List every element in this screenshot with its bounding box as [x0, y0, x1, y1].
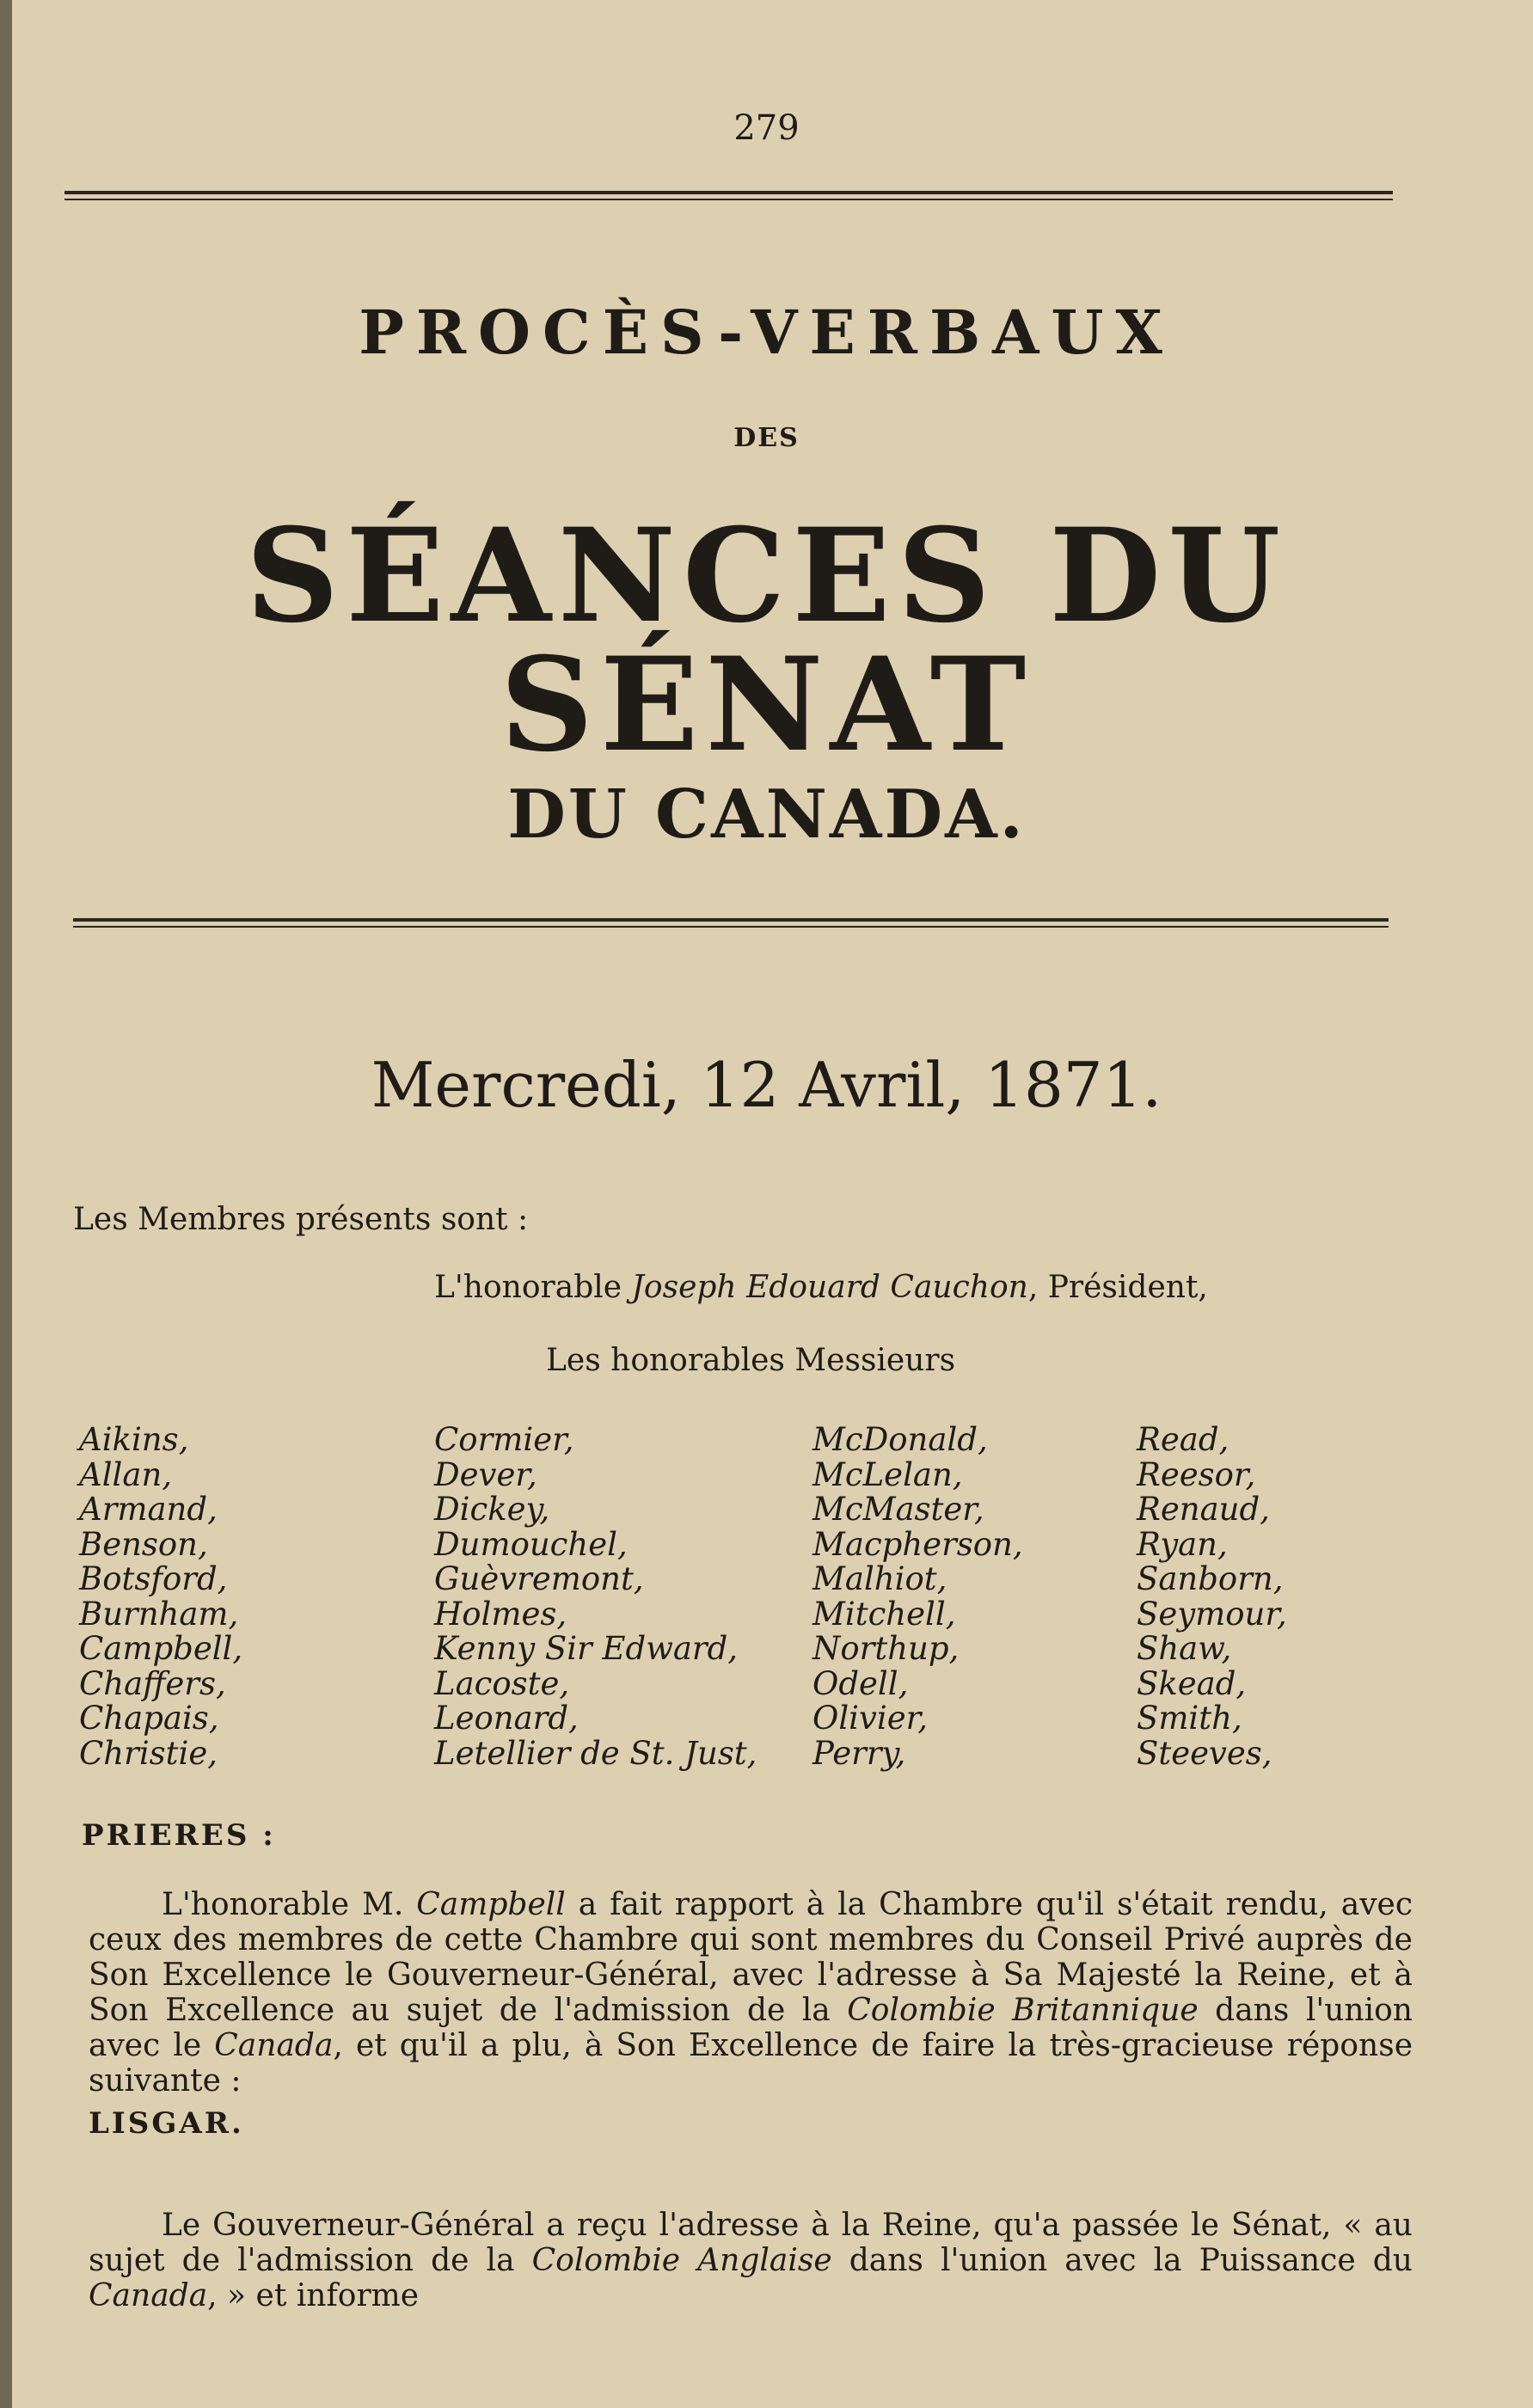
- para2-text-2: dans l'union avec la Puissance du: [831, 2243, 1413, 2278]
- senator-name: Burnham,: [79, 1595, 239, 1633]
- senator-name: Christie,: [79, 1734, 218, 1772]
- senator-name: Dever,: [434, 1455, 537, 1493]
- senator-name: Read,: [1137, 1421, 1229, 1458]
- senator-name: Dumouchel,: [434, 1525, 628, 1563]
- senator-name: Macpherson,: [812, 1525, 1023, 1563]
- senator-name: Ryan,: [1137, 1525, 1228, 1563]
- title-seances-du-senat: SÉANCES DU SÉNAT: [245, 500, 1288, 781]
- para1-text-1: L'honorable M.: [162, 1887, 417, 1922]
- senator-name: Benson,: [79, 1525, 208, 1563]
- lisgar-signature-label: LISGAR.: [89, 2106, 244, 2141]
- senator-name: Leonard,: [434, 1700, 579, 1737]
- senator-name: Seymour,: [1137, 1595, 1287, 1633]
- senator-name: Cormier,: [434, 1421, 574, 1458]
- president-line: [434, 1270, 1208, 1305]
- senator-name: Lacoste,: [434, 1664, 570, 1702]
- senator-name: Smith,: [1137, 1700, 1242, 1737]
- title-des: DES: [733, 423, 800, 453]
- top-double-rule: [64, 191, 1393, 201]
- senator-column-1: [79, 1423, 242, 1771]
- senator-column-3: [812, 1423, 1023, 1771]
- para2-text-1: Le Gouverneur-Général a reçu l'adresse à la Reine, qu'a passée le Sénat, « au sujet de l'admission de la: [89, 2208, 1413, 2278]
- senator-column-2: [434, 1423, 757, 1771]
- senator-name: Aikins,: [79, 1421, 189, 1458]
- senator-name: Odell,: [812, 1664, 909, 1702]
- para1-text-2: a fait rapport à la Chambre qu'il s'était rendu, avec ceux des membres de cette Chambre qui sont membres du Conseil Privé auprès de Son Excellence le Gouverneur-Général, avec l'adresse à Sa Majesté la Reine, et à Son Excellence au sujet de l'admission de la: [89, 1887, 1413, 2028]
- senator-name: Sanborn,: [1137, 1560, 1284, 1597]
- senator-name: Armand,: [79, 1491, 218, 1528]
- title-du-canada: DU CANADA.: [507, 775, 1026, 854]
- para1-italic-colombie: Colombie Britannique: [847, 1993, 1199, 2028]
- senator-name: Shaw,: [1137, 1630, 1232, 1667]
- senator-name: Renaud,: [1137, 1491, 1270, 1528]
- para2-italic-canada: Canada: [89, 2278, 208, 2313]
- senator-name: Malhiot,: [812, 1560, 947, 1597]
- president-suffix: , Président,: [1027, 1270, 1208, 1305]
- senator-name: Botsford,: [79, 1560, 228, 1597]
- senator-name: Kenny Sir Edward,: [434, 1630, 739, 1667]
- senator-name: Guèvremont,: [434, 1560, 644, 1597]
- title-proces-verbaux: PROCÈS-VERBAUX: [359, 297, 1174, 368]
- senator-name: Campbell,: [79, 1630, 243, 1667]
- senator-name: Holmes,: [434, 1595, 567, 1633]
- senator-name: Chapais,: [79, 1700, 219, 1737]
- senator-name: McMaster,: [812, 1491, 984, 1528]
- senator-name: Olivier,: [812, 1700, 929, 1737]
- senator-name: Steeves,: [1137, 1734, 1272, 1772]
- governor-reply-paragraph: [89, 2208, 1413, 2313]
- senator-name: Allan,: [79, 1455, 173, 1493]
- page-number: 279: [733, 108, 800, 148]
- para2-text-3: , » et informe: [207, 2278, 420, 2313]
- date-heading: Mercredi, 12 Avril, 1871.: [371, 1049, 1162, 1121]
- senator-name: McDonald,: [812, 1421, 988, 1458]
- senator-column-4: [1137, 1423, 1287, 1771]
- senator-name: Skead,: [1137, 1664, 1247, 1702]
- honorables-label: Les honorables Messieurs: [546, 1343, 956, 1378]
- campbell-report-paragraph: [89, 1887, 1413, 2099]
- senator-name: Letellier de St. Just,: [434, 1734, 757, 1772]
- title-bottom-double-rule: [73, 918, 1389, 928]
- senator-name: McLelan,: [812, 1455, 963, 1493]
- senator-name: Mitchell,: [812, 1595, 956, 1633]
- para2-italic-colombie: Colombie Anglaise: [531, 2243, 832, 2278]
- senator-name: Dickey,: [434, 1491, 550, 1528]
- members-present-intro: Les Membres présents sont :: [73, 1202, 529, 1237]
- prieres-label: PRIERES :: [82, 1818, 276, 1853]
- para1-text-3: dans l'union avec le: [89, 1993, 1413, 2063]
- senator-name: Chaffers,: [79, 1664, 226, 1702]
- para1-italic-campbell: Campbell: [416, 1887, 566, 1922]
- president-prefix: L'honorable: [434, 1270, 632, 1305]
- senator-name: Reesor,: [1137, 1455, 1256, 1493]
- para1-italic-canada: Canada: [214, 2028, 334, 2063]
- president-name: Joseph Edouard Cauchon: [631, 1270, 1028, 1305]
- senator-name: Northup,: [812, 1630, 960, 1667]
- para1-text-4: , et qu'il a plu, à Son Excellence de faire la très-gracieuse réponse suivante :: [89, 2028, 1413, 2099]
- senator-name: Perry,: [812, 1734, 906, 1772]
